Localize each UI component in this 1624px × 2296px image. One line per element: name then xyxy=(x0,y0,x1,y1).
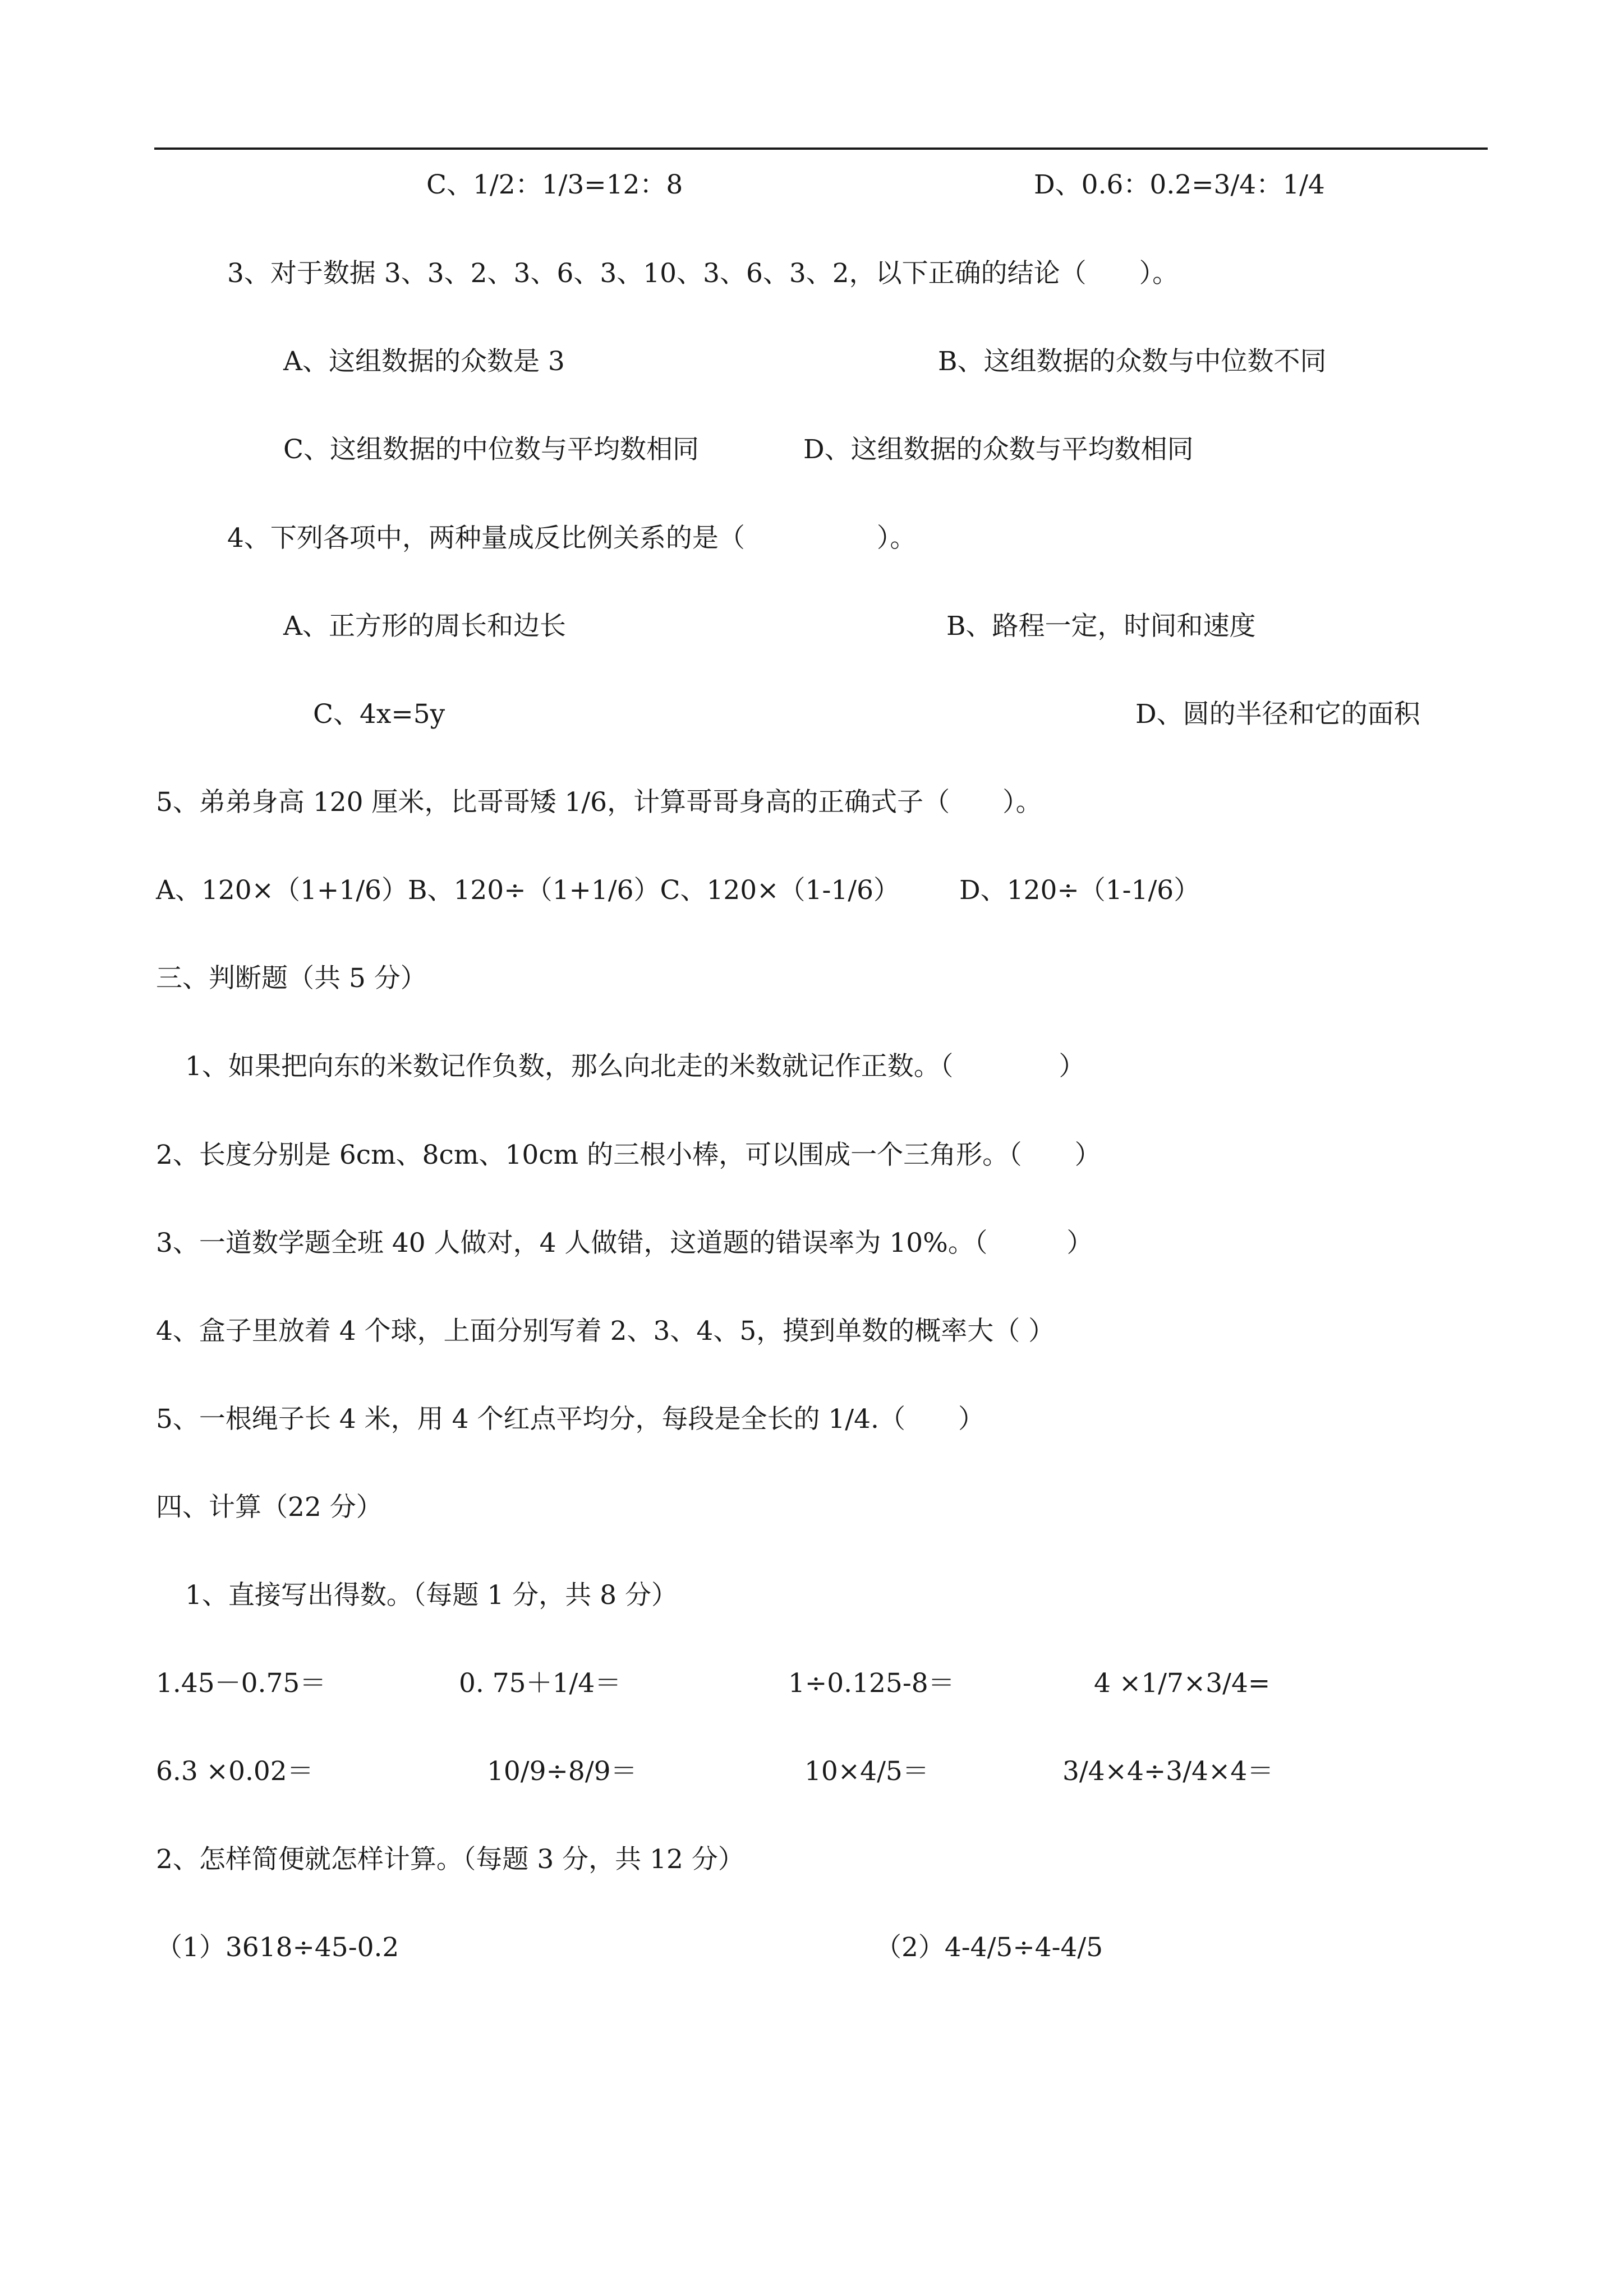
q4-option-b: B、路程一定，时间和速度 xyxy=(946,611,1256,642)
q5-options-abc: A、120×（1+1/6）B、120÷（1+1/6）C、120×（1-1/6） xyxy=(156,875,900,906)
calc-1-1: 1.45－0.75＝ xyxy=(156,1668,326,1699)
q4-stem: 4、下列各项中，两种量成反比例关系的是（ ）。 xyxy=(227,523,917,554)
calc-part-2-title: 2、怎样简便就怎样计算。（每题 3 分，共 12 分） xyxy=(156,1844,744,1875)
q3-option-a: A、这组数据的众数是 3 xyxy=(283,346,565,377)
q4-option-a: A、正方形的周长和边长 xyxy=(283,611,566,642)
q3-option-c: C、这组数据的中位数与平均数相同 xyxy=(283,434,699,465)
section-3-title: 三、判断题（共 5 分） xyxy=(156,963,427,994)
q2-option-d: D、0.6：0.2=3/4：1/4 xyxy=(1034,169,1325,200)
calc-2-1: （1）3618÷45-0.2 xyxy=(156,1932,399,1963)
calc-1-3: 1÷0.125-8＝ xyxy=(788,1668,955,1699)
judge-1: 1、如果把向东的米数记作负数，那么向北走的米数就记作正数。（ ） xyxy=(185,1051,1085,1082)
calc-1-6: 10/9÷8/9＝ xyxy=(487,1756,637,1787)
judge-3: 3、一道数学题全班 40 人做对，4 人做错，这道题的错误率为 10%。（ ） xyxy=(156,1228,1093,1258)
calc-1-4: 4 ×1/7×3/4= xyxy=(1094,1668,1271,1699)
judge-2: 2、长度分别是 6cm、8cm、10cm 的三根小棒，可以围成一个三角形。（ ） xyxy=(156,1140,1101,1170)
q2-option-c: C、1/2：1/3=12：8 xyxy=(426,169,683,200)
calc-part-1-title: 1、直接写出得数。（每题 1 分，共 8 分） xyxy=(185,1580,678,1611)
q5-stem: 5、弟弟身高 120 厘米，比哥哥矮 1/6，计算哥哥身高的正确式子（ ）。 xyxy=(156,787,1042,818)
calc-1-7: 10×4/5＝ xyxy=(804,1756,929,1787)
calc-1-5: 6.3 ×0.02＝ xyxy=(156,1756,314,1787)
header-rule xyxy=(154,147,1488,150)
calc-1-2: 0. 75＋1/4＝ xyxy=(459,1668,622,1699)
q3-option-d: D、这组数据的众数与平均数相同 xyxy=(803,434,1194,465)
q3-option-b: B、这组数据的众数与中位数不同 xyxy=(938,346,1327,377)
q5-option-d: D、120÷（1-1/6） xyxy=(959,875,1200,906)
q4-option-c: C、4x=5y xyxy=(313,699,445,730)
section-4-title: 四、计算（22 分） xyxy=(156,1492,383,1523)
q3-stem: 3、对于数据 3、3、2、3、6、3、10、3、6、3、2，以下正确的结论（ ）。 xyxy=(227,258,1179,289)
calc-1-8: 3/4×4÷3/4×4＝ xyxy=(1062,1756,1274,1787)
judge-5: 5、一根绳子长 4 米，用 4 个红点平均分，每段是全长的 1/4.（ ） xyxy=(156,1404,984,1435)
calc-2-2: （2）4-4/5÷4-4/5 xyxy=(875,1932,1103,1963)
q4-option-d: D、圆的半径和它的面积 xyxy=(1135,699,1420,730)
judge-4: 4、盒子里放着 4 个球，上面分别写着 2、3、4、5，摸到单数的概率大（ ） xyxy=(156,1316,1055,1347)
